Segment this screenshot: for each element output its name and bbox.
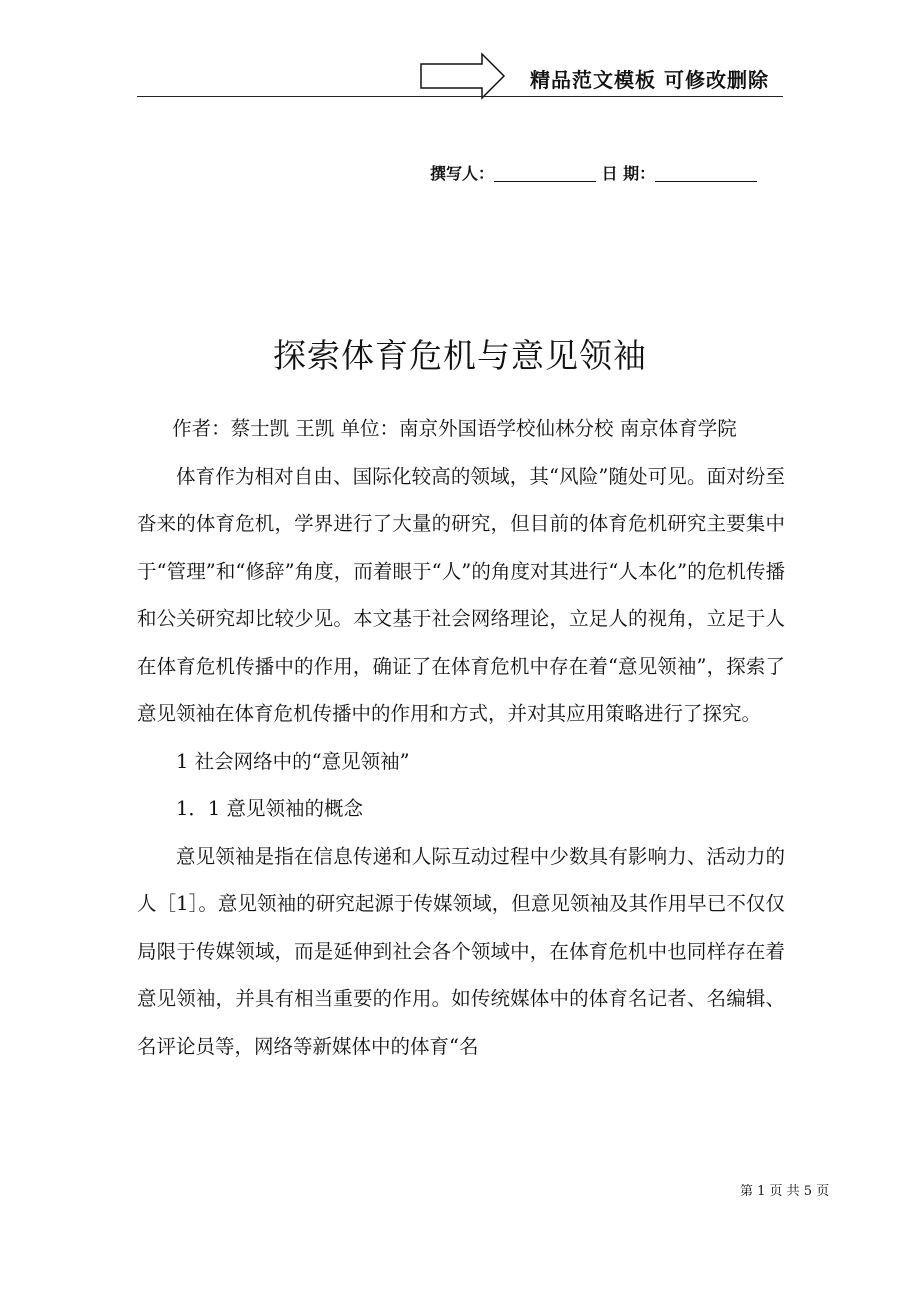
page-number: 第 1 页 共 5 页	[740, 1184, 830, 1199]
author-line: 作者：蔡士凯 王凯 单位：南京外国语学校仙林分校 南京体育学院	[172, 417, 737, 440]
article-body	[137, 405, 785, 1070]
date-label: 日 期：	[601, 164, 656, 183]
subsection-heading: 1．1 意见领袖的概念	[176, 797, 364, 820]
abstract-paragraph: 体育作为相对自由、国际化较高的领域，其“风险”随处可见。面对纷至沓来的体育危机，学界进行了大量的研究，但目前的体育危机研究主要集中于“管理”和“修辞”角度，而着眼于“人”的角度对其进行“人本化”的危机传播和公关研究却比较少见。本文基于社会网络理论，立足人的视角，立足于人在体育危机传播中的作用，确证了在体育危机中存在着“意见领袖”，探索了意见领袖在体育危机传播中的作用和方式，并对其应用策略进行了探究。	[137, 464, 785, 725]
byline	[430, 161, 790, 184]
author-label: 撰写人：	[430, 164, 495, 183]
header-rule	[137, 96, 783, 97]
date-blank-field[interactable]	[655, 164, 757, 182]
page-title: 探索体育危机与意见领袖	[273, 336, 647, 375]
body-paragraph: 意见领袖是指在信息传递和人际互动过程中少数具有影响力、活动力的人［1］。意见领袖的研究起源于传媒领域，但意见领袖及其作用早已不仅仅局限于传媒领域，而是延伸到社会各个领域中，在体育危机中也同样存在着意见领袖，并具有相当重要的作用。如传统媒体中的体育名记者、名编辑、名评论员等，网络等新媒体中的体育“名	[137, 844, 785, 1058]
author-blank-field[interactable]	[494, 164, 596, 182]
section-heading: 1 社会网络中的“意见领袖”	[176, 749, 410, 773]
header-label: 精品范文模板 可修改删除	[530, 68, 769, 92]
arrow-icon	[420, 52, 506, 100]
